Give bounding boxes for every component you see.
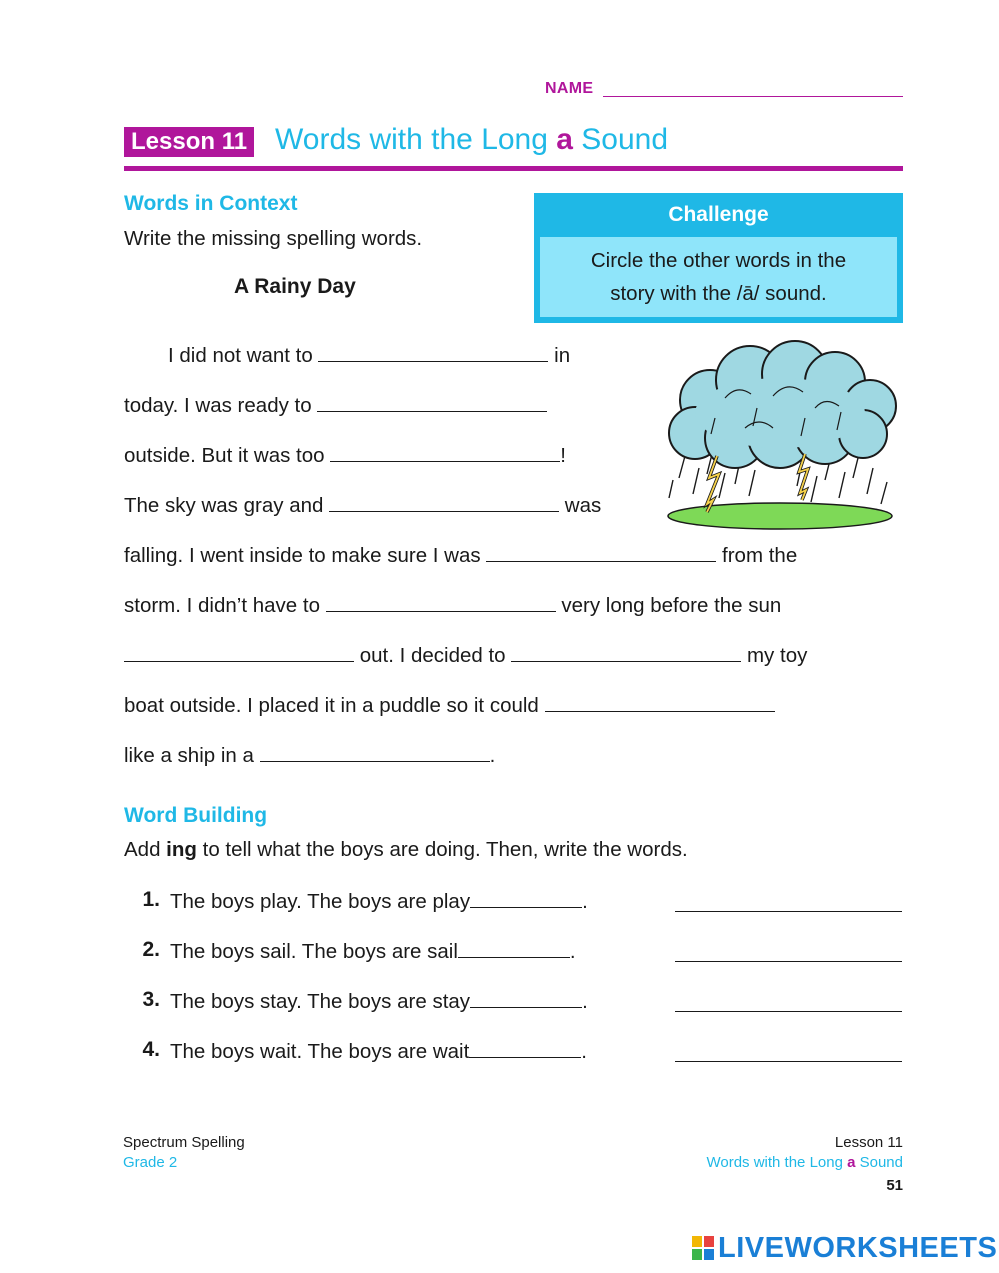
title-pre: Words with the Long (275, 123, 557, 156)
watermark-text: LIVEWORKSHEETS (718, 1232, 998, 1264)
name-label: NAME (545, 80, 594, 97)
liveworksheets-logo-icon (692, 1236, 714, 1260)
answer-blank[interactable] (545, 692, 775, 712)
story-line-8 (124, 692, 775, 718)
instr-bold: ing (166, 838, 197, 861)
story-text: from the (716, 544, 798, 567)
suffix-blank[interactable] (470, 988, 582, 1008)
footer-topic (706, 1154, 903, 1171)
name-input-line[interactable] (603, 96, 903, 97)
item-text: . (581, 1040, 587, 1063)
page-number: 51 (886, 1177, 903, 1194)
word-building-item (170, 988, 588, 1014)
answer-blank[interactable] (511, 642, 741, 662)
story-title: A Rainy Day (234, 275, 356, 298)
challenge-heading: Challenge (668, 203, 769, 226)
answer-blank[interactable] (260, 742, 490, 762)
item-text: The boys wait. The boys are wait (170, 1040, 470, 1063)
story-text: storm. I didn’t have to (124, 594, 326, 617)
suffix-blank[interactable] (469, 1038, 581, 1058)
story-line-7 (124, 642, 807, 668)
topic-text: Words with the Long (706, 1154, 848, 1171)
page-title (275, 123, 668, 157)
instr-text: to tell what the boys are doing. Then, write the words. (196, 838, 688, 861)
item-text: The boys sail. The boys are sail (170, 940, 458, 963)
word-building-item (170, 888, 588, 914)
story-text: was (559, 494, 602, 517)
story-text: in (548, 344, 571, 367)
word-building-instruction (124, 838, 688, 862)
item-number: 1. (142, 888, 160, 911)
footer-lesson: Lesson 11 (834, 1134, 903, 1151)
item-text: . (569, 940, 576, 963)
topic-text: Sound (855, 1154, 903, 1171)
word-answer-line[interactable] (675, 911, 902, 912)
story-line-6 (124, 592, 781, 618)
challenge-line-1: Circle the other words in the (590, 249, 847, 272)
story-text: today. I was ready to (124, 394, 318, 417)
answer-blank[interactable] (318, 342, 548, 362)
story-line-1 (168, 342, 570, 368)
story-text: very long before the sun (555, 594, 782, 617)
answer-blank[interactable] (330, 442, 560, 462)
item-text: . (582, 990, 588, 1013)
topic-letter: a (847, 1154, 856, 1171)
story-line-5 (124, 542, 797, 568)
word-building-item (170, 938, 576, 964)
story-text: The sky was gray and (124, 494, 330, 517)
story-text: I did not want to (168, 344, 319, 367)
item-text: The boys stay. The boys are stay (170, 990, 471, 1013)
word-answer-line[interactable] (675, 1011, 902, 1012)
instr-text: Add (124, 838, 167, 861)
story-text: falling. I went inside to make sure I was (124, 544, 487, 567)
item-number: 2. (142, 938, 160, 961)
item-text: The boys play. The boys are play (170, 890, 471, 913)
answer-blank[interactable] (317, 392, 547, 412)
story-text: outside. But it was too (124, 444, 331, 467)
title-rule (124, 166, 903, 171)
suffix-blank[interactable] (458, 938, 570, 958)
item-number: 4. (142, 1038, 160, 1061)
title-letter: a (556, 123, 573, 156)
suffix-blank[interactable] (470, 888, 582, 908)
liveworksheets-watermark (692, 1232, 997, 1265)
title-post: Sound (572, 123, 669, 156)
word-answer-line[interactable] (675, 1061, 902, 1062)
story-line-3 (124, 442, 566, 468)
word-building-item (170, 1038, 587, 1064)
words-in-context-heading: Words in Context (124, 192, 298, 215)
story-text: like a ship in a (124, 744, 260, 767)
story-text: my toy (741, 644, 808, 667)
context-instruction: Write the missing spelling words. (124, 227, 423, 250)
story-text: . (489, 744, 496, 767)
challenge-text (540, 237, 897, 317)
lesson-badge: Lesson 11 (124, 127, 254, 157)
story-line-2 (124, 392, 547, 418)
story-line-4 (124, 492, 601, 518)
word-building-heading: Word Building (124, 804, 268, 827)
challenge-line-2: story with the /ā/ sound. (610, 282, 827, 305)
answer-blank[interactable] (329, 492, 559, 512)
word-answer-line[interactable] (675, 961, 902, 962)
answer-blank[interactable] (326, 592, 556, 612)
item-number: 3. (142, 988, 160, 1011)
storm-cloud-illustration (655, 338, 905, 533)
answer-blank[interactable] (124, 642, 354, 662)
answer-blank[interactable] (486, 542, 716, 562)
story-text: boat outside. I placed it in a puddle so it could (124, 694, 545, 717)
item-text: . (582, 890, 588, 913)
footer-grade: Grade 2 (123, 1154, 178, 1171)
story-text: ! (560, 444, 566, 467)
challenge-box (534, 193, 903, 323)
story-text: out. I decided to (354, 644, 512, 667)
footer-book: Spectrum Spelling (123, 1134, 245, 1151)
story-line-9 (124, 742, 495, 768)
